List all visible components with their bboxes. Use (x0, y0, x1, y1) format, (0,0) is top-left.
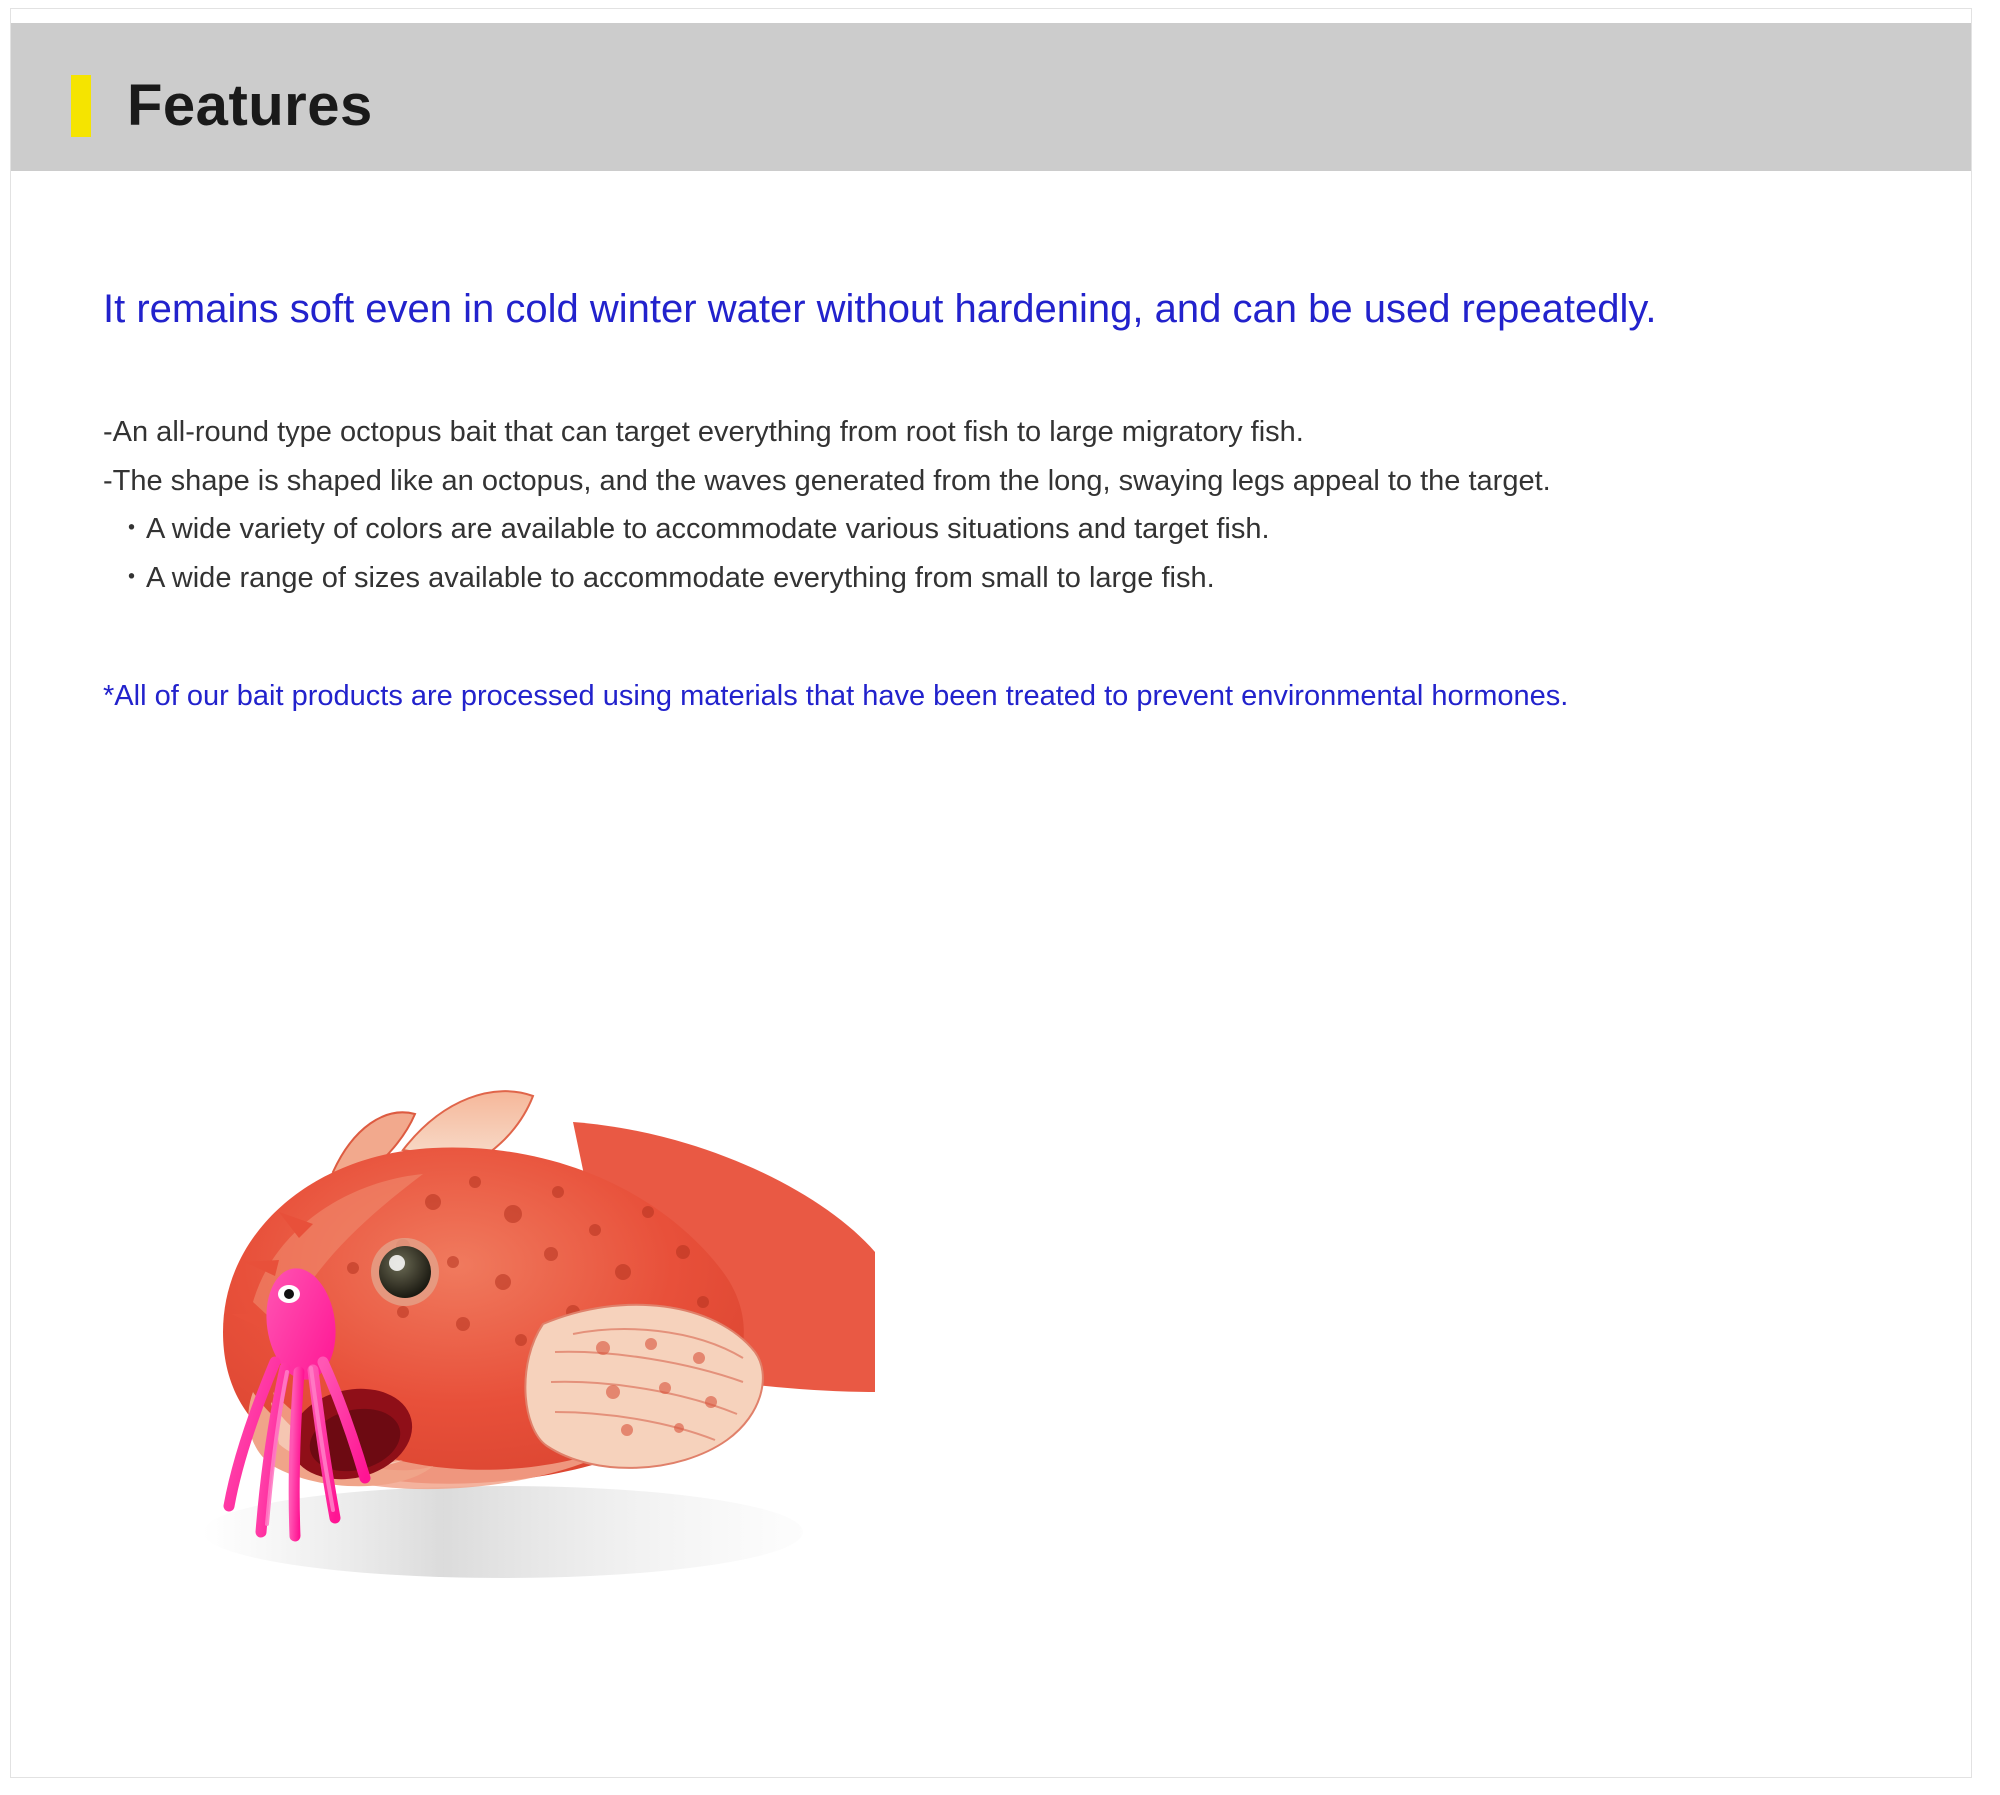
description-line: -The shape is shaped like an octopus, and the waves generated from the long, swaying legs appeal to the target. (103, 464, 1551, 497)
accent-bar (71, 75, 91, 137)
feature-bullet: ・A wide variety of colors are available to accommodate various situations and target fish. (117, 513, 1270, 546)
lead-paragraph: It remains soft even in cold winter water without hardening, and can be used repeatedly. (103, 287, 1657, 331)
feature-bullet: ・A wide range of sizes available to accommodate everything from small to large fish. (117, 561, 1215, 594)
page-title: Features (127, 73, 373, 138)
description-line: -An all-round type octopus bait that can target everything from root fish to large migratory fish. (103, 415, 1304, 448)
section-header (71, 75, 373, 137)
features-content (103, 277, 1903, 721)
product-photo (103, 1062, 875, 1650)
description-block (103, 408, 1893, 603)
fish-photo-illustration (103, 1062, 875, 1650)
environmental-note (103, 673, 1863, 721)
document-page (10, 8, 1972, 1778)
section-header-band (11, 23, 1971, 171)
environmental-note-text: *All of our bait products are processed using materials that have been treated to prevent environmental hormones. (103, 679, 1569, 712)
